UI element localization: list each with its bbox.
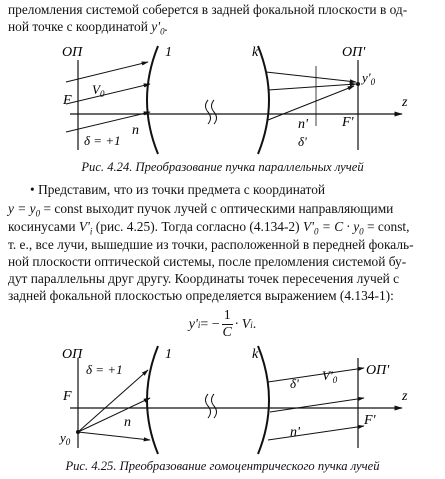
F-label: F (63, 93, 72, 108)
eq-v0: $V'_0 = C \cdot y_0$ (302, 219, 364, 237)
y0p-label: $y'_0$ (362, 70, 376, 87)
deltap-label-2: δ' (290, 376, 299, 391)
eq-const: = const (40, 201, 83, 216)
break-mark-2 (212, 100, 217, 124)
last-surface (258, 46, 269, 154)
formula-fraction: $\frac{1}{C}$ (222, 308, 232, 340)
axis-z-label-2: z (402, 389, 408, 404)
n-label-2: n (124, 415, 131, 430)
axis-z-label: z (402, 95, 408, 110)
figure-2-caption: Рис. 4.25. Преобразование гомоцентрического пучка лучей (65, 459, 380, 473)
surface-k-label: k (252, 45, 259, 60)
n-label: n (132, 123, 139, 138)
para-line-6: дут параллельны друг другу. Координаты точек пересечения лучей с (8, 271, 400, 286)
figure-2 (0, 344, 445, 456)
eq-vi: $V'_i$ (78, 219, 93, 237)
F-label-2: F (63, 389, 72, 404)
formula-rhs: · V (234, 316, 251, 332)
figure-1-caption: Рис. 4.24. Преобразование пучка параллельных лучей (81, 160, 364, 174)
ray-par-1 (268, 368, 364, 382)
intro-line-2-text: ной точке с координатой (8, 19, 148, 34)
para-line-7: задней фокальной плоскостью определяется выражением (4.134-1): (8, 288, 394, 303)
formula-lhs: y' (188, 316, 198, 332)
op-prime-label: ОП' (342, 45, 366, 60)
v0p-label: $V'_0$ (322, 368, 338, 385)
surface-1-label: 1 (165, 45, 172, 60)
ray-par-2 (270, 398, 364, 412)
op-prime-label-2: ОП' (366, 363, 390, 378)
eq-y-y0: $y = y_0$ (8, 201, 41, 219)
ray-div-3 (78, 432, 150, 440)
op-label-2: ОП (62, 347, 83, 362)
delta-label-2: δ = +1 (86, 362, 123, 377)
surface-k-label-2: k (252, 347, 259, 362)
formula-eq: = − (200, 316, 220, 332)
para-line-4: т. е., все лучи, вышедшие из точки, расположенной в передней фокаль- (8, 237, 414, 252)
break-mark-3 (206, 394, 211, 418)
ray-div-2 (78, 398, 150, 432)
para-line-1: Представим, что из точки предмета с координатой (38, 182, 326, 197)
eq-const2: = const, (363, 219, 410, 234)
break-mark-4 (212, 394, 217, 418)
para-line-2: выходит пучок лучей с оптическими направляющими (86, 201, 394, 216)
para-line-3a: косинусами (8, 219, 76, 234)
op-label: ОП (62, 45, 83, 60)
np-label: n' (298, 117, 308, 132)
y0-label: $y_0$ (60, 430, 71, 447)
deltap-label: δ' (298, 134, 307, 149)
np-label-2: n' (290, 425, 300, 440)
intro-y0p: $y'_0$. (151, 19, 168, 37)
paragraph (8, 182, 438, 199)
first-surface (147, 46, 158, 154)
ray-out-2 (268, 84, 356, 90)
ray-out-1 (266, 72, 356, 82)
v0-label: $V_0$ (92, 82, 105, 99)
formula: y' i = − $\frac{1}{C}$ · V i . (188, 308, 257, 340)
delta-label: δ = +1 (84, 133, 121, 148)
Fp-label-2: F' (364, 413, 376, 428)
break-mark-1 (206, 100, 211, 124)
ray-par-3 (268, 426, 364, 440)
para-line-5: ной плоскости оптической системы, после преломления системой бу- (8, 254, 407, 269)
intro-line-1: преломления системой соберется в задней фокальной плоскости в од- (8, 2, 408, 17)
Fp-label: F' (342, 115, 354, 130)
figure-1 (0, 42, 445, 157)
last-surface-2 (258, 346, 269, 454)
para-line-3b: (рис. 4.25). Тогда согласно (4.134-2) (95, 219, 300, 234)
first-surface-2 (147, 346, 158, 454)
focal-point-image (356, 82, 360, 86)
bullet: • (30, 182, 35, 197)
surface-1-label-2: 1 (165, 347, 172, 362)
intro-line-2 (8, 19, 438, 40)
ray-div-1 (78, 370, 148, 432)
